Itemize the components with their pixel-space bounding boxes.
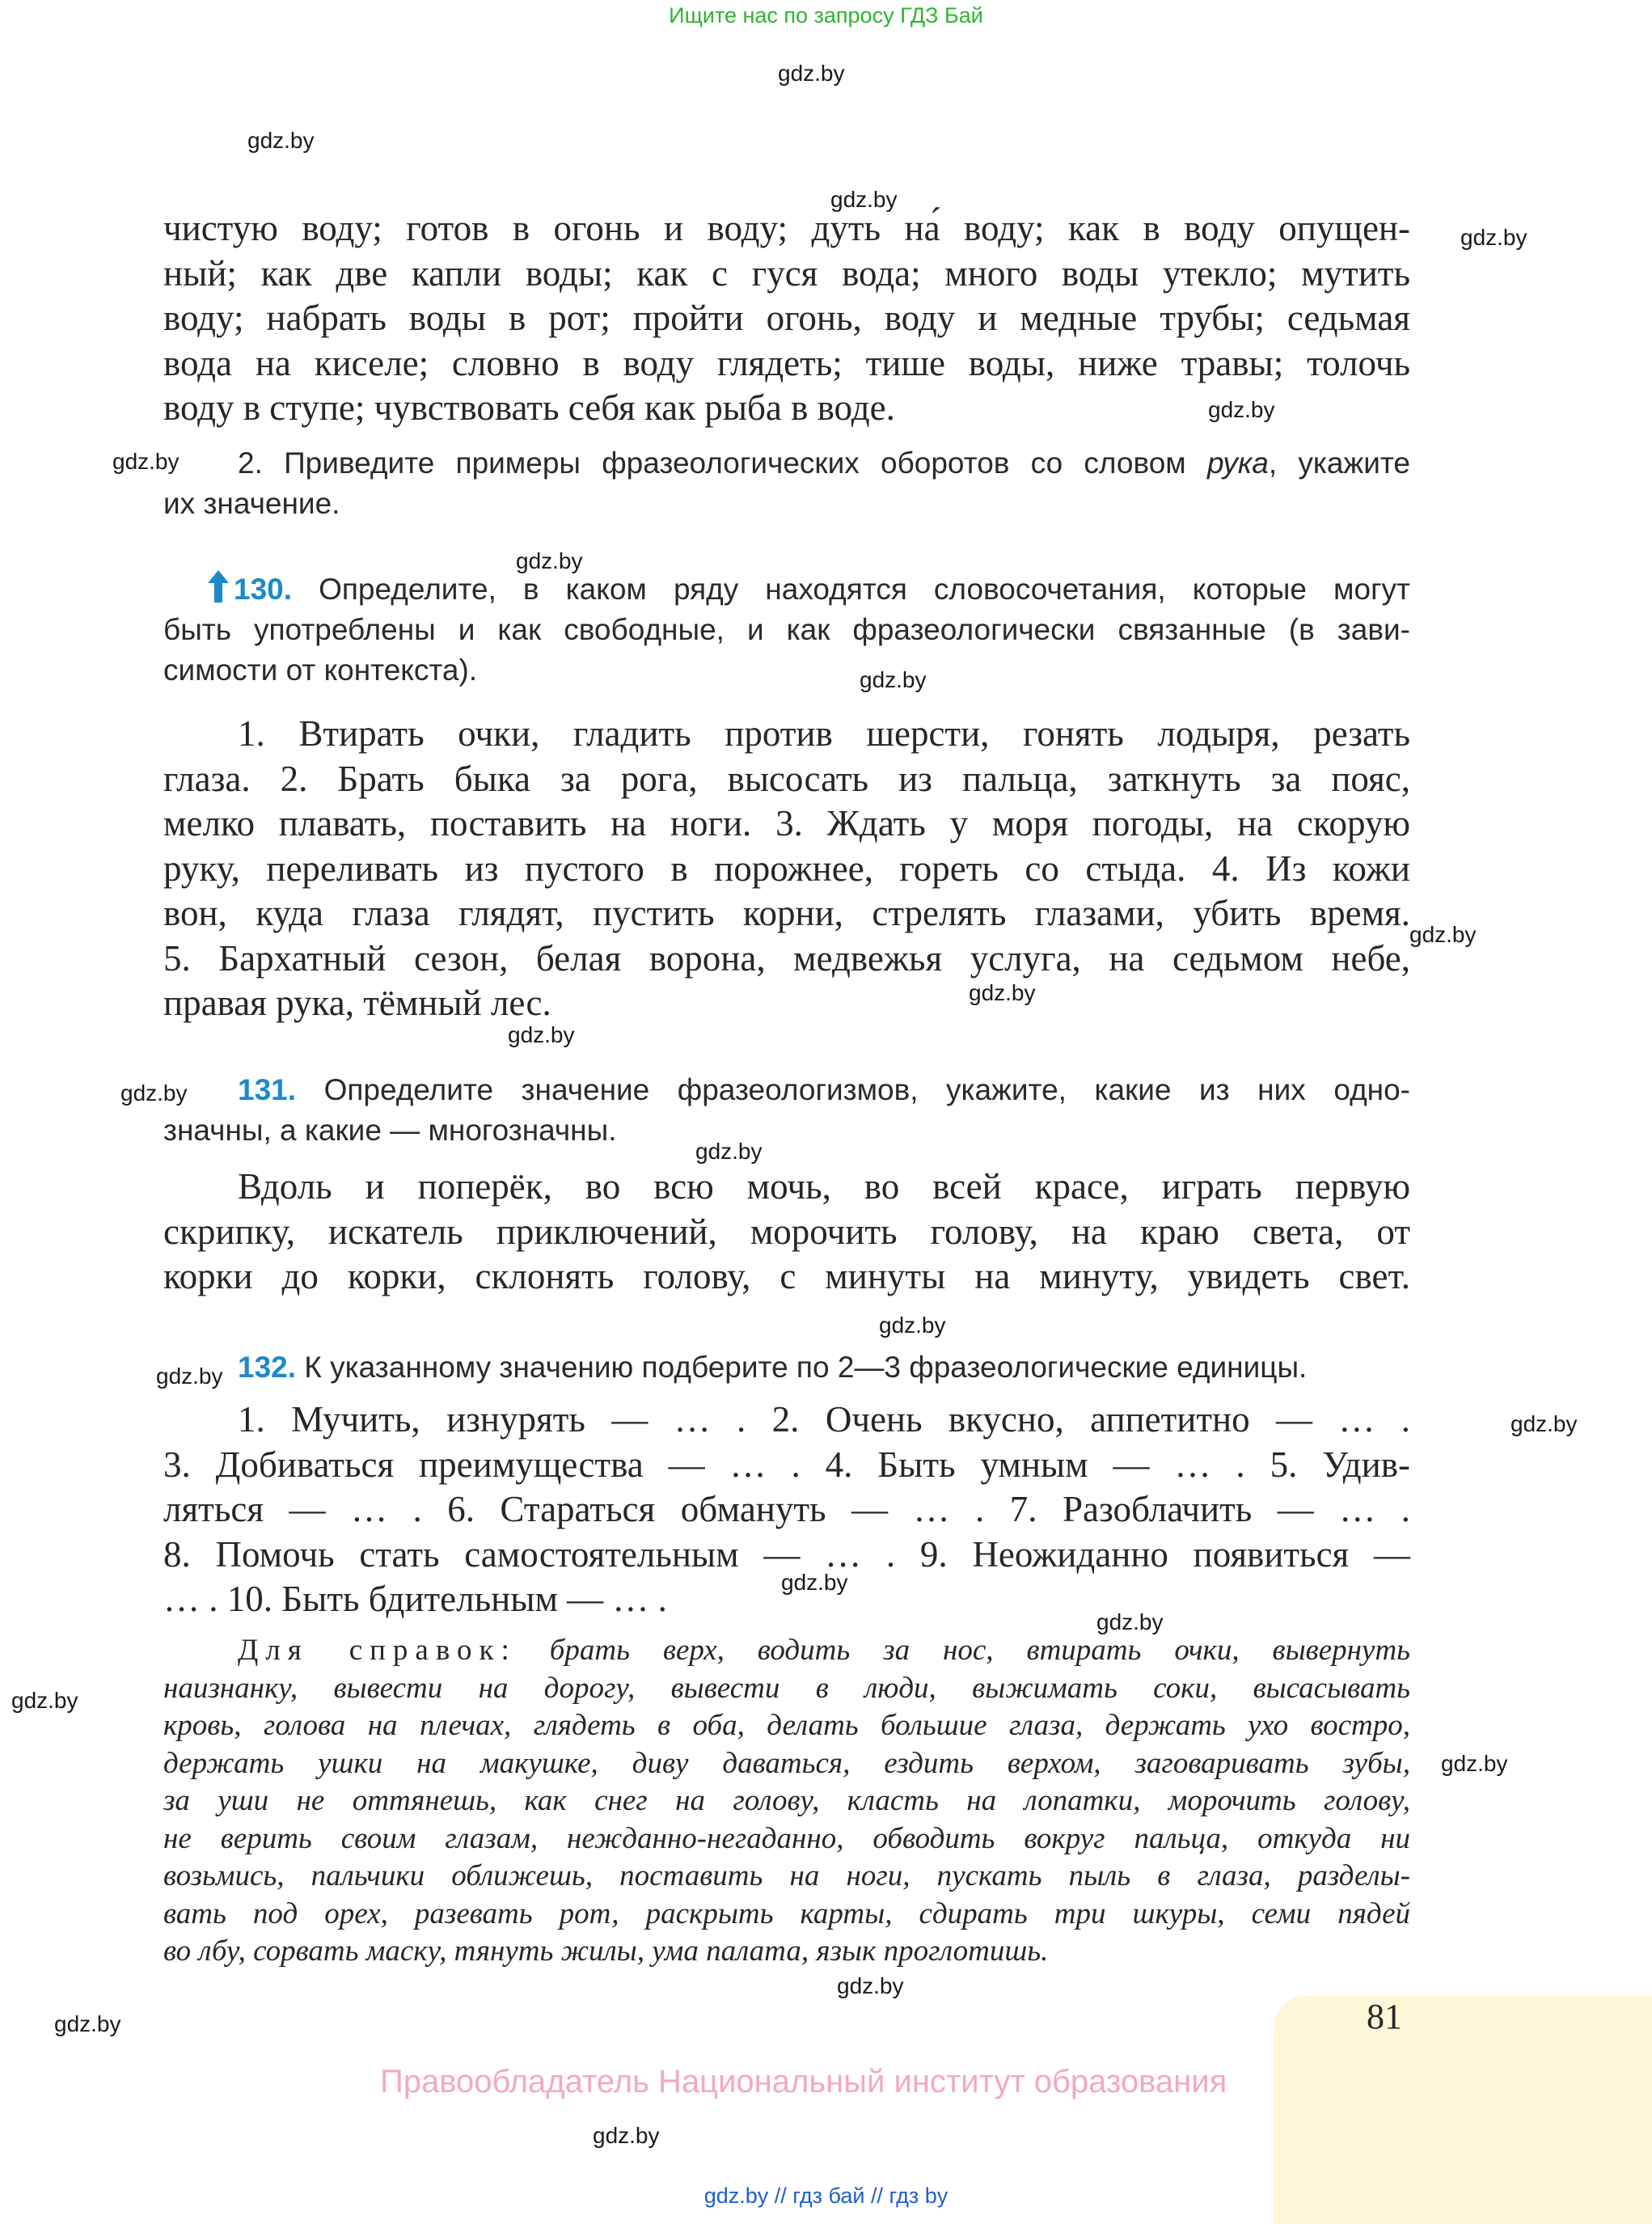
text-line: глаза. 2. Брать быка за рога, высосать из пальца, заткнуть за пояс,	[163, 758, 1410, 799]
watermark: gdz.by	[156, 1364, 223, 1389]
watermark: gdz.by	[969, 980, 1036, 1005]
watermark: gdz.by	[1441, 1751, 1508, 1776]
task-line: их значение.	[163, 487, 340, 520]
task-text: Определите значение фразеологизмов, укажите, какие из них одно-	[323, 1073, 1411, 1106]
task-line	[163, 1347, 1410, 1388]
reference-line: вать под орех, разевать рот, раскрыть карты, сдирать три шкуры, семи пядей	[163, 1896, 1410, 1930]
reference-line: наизнанку, вывести на дорогу, вывести в люди, выжимать соки, высасывать	[163, 1671, 1410, 1705]
text-line: ный; как две капли воды; как с гуся вода; много воды утекло; мутить	[163, 252, 1410, 294]
reference-line: держать ушки на макушке, диву даваться, ездить верхом, заговаривать зубы,	[163, 1746, 1410, 1780]
watermark: gdz.by	[11, 1688, 78, 1713]
watermark: gdz.by	[778, 61, 845, 86]
text-line: чистую воду; готов в огонь и воду; дуть на́ воду; как в воду опущен-	[163, 208, 1410, 248]
watermark: gdz.by	[1409, 922, 1477, 947]
text-line: руку, переливать из пустого в порожнее, гореть со стыда. 4. Из кожи	[163, 848, 1410, 889]
watermark: gdz.by	[837, 1973, 904, 1998]
page-number: 81	[1367, 1997, 1402, 2036]
watermark: gdz.by	[1208, 397, 1275, 422]
reference-line: во лбу, сорвать маску, тянуть жилы, ума палата, язык проглотишь.	[163, 1934, 1049, 1968]
watermark: gdz.by	[695, 1139, 763, 1164]
watermark: gdz.by	[112, 449, 180, 474]
reference-line	[163, 1632, 1410, 1670]
text-line: 5. Бархатный сезон, белая ворона, медвежья услуга, на седьмом небе,	[163, 937, 1410, 979]
text-line: 1. Втирать очки, гладить против шерсти, гонять лодыря, резать	[238, 713, 1410, 754]
watermark: gdz.by	[1460, 225, 1527, 250]
exercise-129-task-2	[163, 443, 1410, 524]
task-line: значны, а какие — многозначны.	[163, 1114, 617, 1147]
exercise-130-body	[163, 712, 1410, 1026]
text-line: … . 10. Быть бдительным — … .	[163, 1579, 667, 1619]
watermark: gdz.by	[830, 187, 898, 212]
watermark: gdz.by	[860, 667, 927, 692]
text-line: вода на киселе; словно в воду глядеть; тише воды, ниже травы; толочь	[163, 342, 1410, 383]
task-keyword: рука	[1206, 446, 1269, 480]
text-line: ляться — … . 6. Стараться обмануть — … . 7. Разоблачить — … .	[163, 1489, 1410, 1529]
exercise-131-body	[163, 1165, 1410, 1300]
text-line: Вдоль и поперёк, во всю мочь, во всей красе, играть первую	[238, 1166, 1410, 1207]
up-arrow-icon	[208, 570, 229, 603]
watermark: gdz.by	[1096, 1609, 1164, 1634]
top-banner[interactable]: Ищите нас по запросу ГДЗ Бай	[669, 3, 983, 27]
exercise-131-task	[163, 1070, 1410, 1151]
task-text: К указанному значению подберите по 2—3 фразеологические единицы.	[304, 1351, 1308, 1384]
watermark: gdz.by	[508, 1022, 575, 1047]
text-line: вон, куда глаза глядят, пустить корни, стрелять глазами, убить время.	[163, 893, 1410, 933]
exercise-number: 131.	[238, 1073, 297, 1106]
reference-line: не верить своим глазам, нежданно-негаданно, обводить вокруг пальца, откуда ни	[163, 1821, 1410, 1855]
watermark: gdz.by	[781, 1570, 848, 1595]
text-line: скрипку, искатель приключений, морочить голову, на краю света, от	[163, 1211, 1410, 1252]
copyright-notice: Правообладатель Национальный институт образования	[380, 2064, 1227, 2099]
task-line: симости от контекста).	[163, 653, 478, 687]
text-line: 3. Добиваться преимущества — … . 4. Быть умным — … . 5. Удив-	[163, 1444, 1410, 1485]
exercise-132-body	[163, 1397, 1410, 1622]
watermark: gdz.by	[593, 2123, 660, 2148]
task-line	[163, 1070, 1410, 1110]
reference-block	[163, 1632, 1410, 1971]
reference-label: Для справок:	[238, 1634, 517, 1667]
bottom-links[interactable]: gdz.by // гдз бай // гдз by	[703, 2184, 949, 2208]
exercise-132-task	[163, 1347, 1410, 1388]
watermark: gdz.by	[54, 2011, 121, 2036]
watermark: gdz.by	[120, 1080, 188, 1106]
text-line: воду; набрать воды в рот; пройти огонь, воду и медные трубы; седьмая	[163, 298, 1410, 338]
watermark: gdz.by	[879, 1313, 946, 1338]
text-line: воду в ступе; чувствовать себя как рыба в воде.	[163, 387, 895, 428]
text-line: 1. Мучить, изнурять — … . 2. Очень вкусно, аппетитно — … .	[238, 1399, 1410, 1440]
reference-line: кровь, голова на плечах, глядеть в оба, делать большие глаза, держать ухо востро,	[163, 1709, 1410, 1742]
watermark: gdz.by	[516, 548, 583, 573]
reference-line: за уши не оттянешь, как снег на голову, класть на лопатки, морочить голову,	[163, 1784, 1410, 1817]
exercise-130-task	[163, 569, 1410, 691]
task-text: 2. Приведите примеры фразеологических оборотов со словом	[238, 446, 1207, 480]
task-line	[163, 569, 1410, 610]
exercise-number: 130.	[234, 573, 293, 606]
task-text: Определите, в каком ряду находятся словосочетания, которые могут	[319, 573, 1411, 606]
exercise-129-continuation	[163, 206, 1410, 431]
exercise-number: 132.	[238, 1351, 297, 1384]
watermark: gdz.by	[1510, 1411, 1578, 1436]
watermark: gdz.by	[247, 128, 315, 153]
reference-text: брать верх, водить за нос, втирать очки, вывернуть	[549, 1634, 1410, 1667]
text-line: мелко плавать, поставить на ноги. 3. Ждать у моря погоды, на скорую	[163, 803, 1410, 844]
task-line: быть употреблены и как свободные, и как фразеологически связанные (в зави-	[163, 613, 1410, 646]
task-text: , укажите	[1268, 446, 1410, 480]
reference-line: возьмись, пальчики оближешь, поставить на ноги, пускать пыль в глаза, разделы-	[163, 1859, 1410, 1892]
text-line: правая рука, тёмный лес.	[163, 983, 551, 1023]
text-line: корки до корки, склонять голову, с минуты на минуту, увидеть свет.	[163, 1256, 1410, 1296]
text-line: 8. Помочь стать самостоятельным — … . 9. Неожиданно появиться —	[163, 1533, 1410, 1575]
task-line	[163, 443, 1410, 484]
